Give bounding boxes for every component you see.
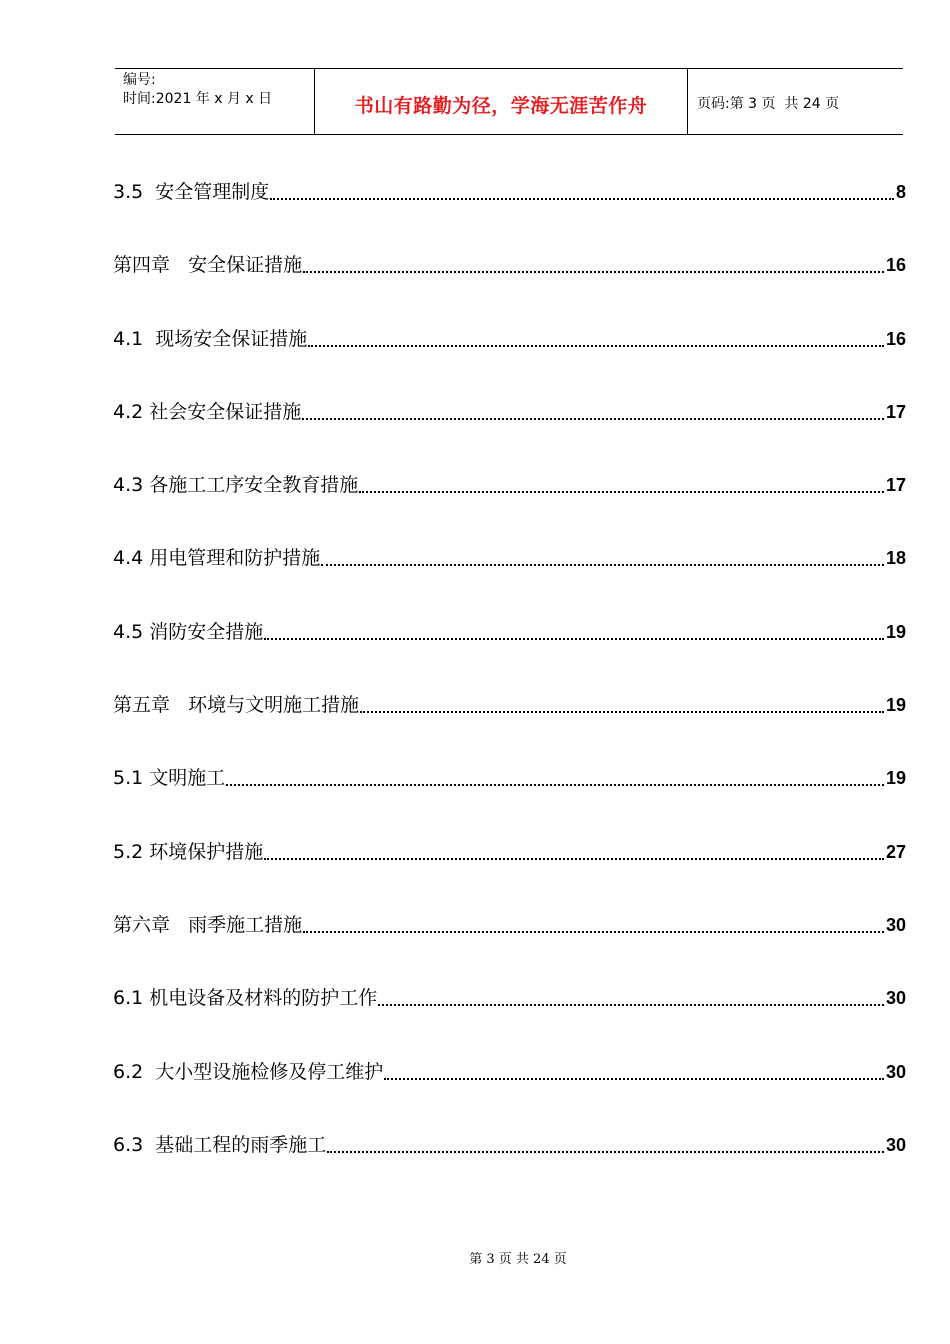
toc-entry[interactable] (113, 249, 906, 322)
header-meta-cell (115, 69, 315, 134)
toc-entry-page-number: 17 (885, 475, 906, 496)
toc-entry-page-number: 19 (885, 695, 906, 716)
toc-entry[interactable] (113, 176, 906, 249)
toc-entry-title: 6.2 大小型设施检修及停工维护 (113, 1056, 383, 1088)
toc-entry[interactable] (113, 542, 906, 615)
toc-entry[interactable] (113, 982, 906, 1055)
toc-entry[interactable] (113, 909, 906, 982)
toc-entry-title: 4.1 现场安全保证措施 (113, 323, 307, 355)
toc-entry-page-number: 30 (885, 988, 906, 1009)
toc-entry-page-number: 16 (885, 255, 906, 276)
toc-entry[interactable] (113, 1129, 906, 1202)
toc-entry-page-number: 18 (885, 548, 906, 569)
toc-dot-leader (378, 982, 884, 1006)
toc-entry[interactable] (113, 616, 906, 689)
toc-entry-title: 第四章 安全保证措施 (113, 249, 302, 281)
toc-entry-page-number: 30 (885, 1134, 906, 1155)
toc-entry-title: 6.3 基础工程的雨季施工 (113, 1129, 326, 1161)
toc-dot-leader (264, 836, 884, 860)
toc-dot-leader (264, 616, 884, 640)
toc-entry-title: 4.3 各施工工序安全教育措施 (113, 469, 358, 501)
toc-entry-title: 6.1 机电设备及材料的防护工作 (113, 982, 377, 1014)
toc-entry-page-number: 17 (885, 401, 906, 422)
toc-entry[interactable] (113, 323, 906, 396)
document-header (115, 68, 903, 135)
toc-entry-title: 第五章 环境与文明施工措施 (113, 689, 359, 721)
toc-dot-leader (321, 542, 884, 566)
toc-entry[interactable] (113, 762, 906, 835)
toc-entry-page-number: 30 (885, 914, 906, 935)
toc-entry-title: 第六章 雨季施工措施 (113, 909, 302, 941)
toc-entry-page-number: 27 (885, 841, 906, 862)
toc-entry[interactable] (113, 469, 906, 542)
toc-entry[interactable] (113, 396, 906, 469)
toc-dot-leader (360, 689, 884, 713)
toc-dot-leader (302, 396, 884, 420)
toc-entry-title: 4.4 用电管理和防护措施 (113, 542, 320, 574)
toc-entry-page-number: 30 (885, 1061, 906, 1082)
table-of-contents (113, 176, 906, 1202)
toc-dot-leader (303, 249, 884, 273)
toc-entry-title: 5.2 环境保护措施 (113, 836, 263, 868)
toc-entry[interactable] (113, 1056, 906, 1129)
toc-dot-leader (226, 762, 884, 786)
toc-entry-page-number: 19 (885, 621, 906, 642)
toc-dot-leader (327, 1129, 884, 1153)
toc-entry-title: 3.5 安全管理制度 (113, 176, 269, 208)
page-footer: 第 3 页 共 24 页 (469, 1252, 567, 1267)
header-motto: 书山有路勤为径，学海无涯苦作舟 (315, 69, 688, 134)
toc-dot-leader (359, 469, 884, 493)
header-page-number: 页码:第 3 页 共 24 页 (697, 95, 840, 112)
toc-entry-page-number: 16 (885, 328, 906, 349)
toc-entry-title: 5.1 文明施工 (113, 762, 225, 794)
document-number-label: 编号: (123, 72, 156, 88)
toc-entry-page-number: 8 (895, 182, 906, 202)
toc-dot-leader (308, 323, 884, 347)
toc-dot-leader (384, 1056, 884, 1080)
toc-entry-title: 4.5 消防安全措施 (113, 616, 263, 648)
toc-entry-title: 4.2 社会安全保证措施 (113, 396, 301, 428)
toc-dot-leader (303, 909, 884, 933)
toc-dot-leader (270, 176, 894, 200)
toc-entry[interactable] (113, 689, 906, 762)
toc-entry[interactable] (113, 836, 906, 909)
document-date-label: 时间:2021 年 x 月 x 日 (123, 91, 273, 107)
toc-entry-page-number: 19 (885, 768, 906, 789)
